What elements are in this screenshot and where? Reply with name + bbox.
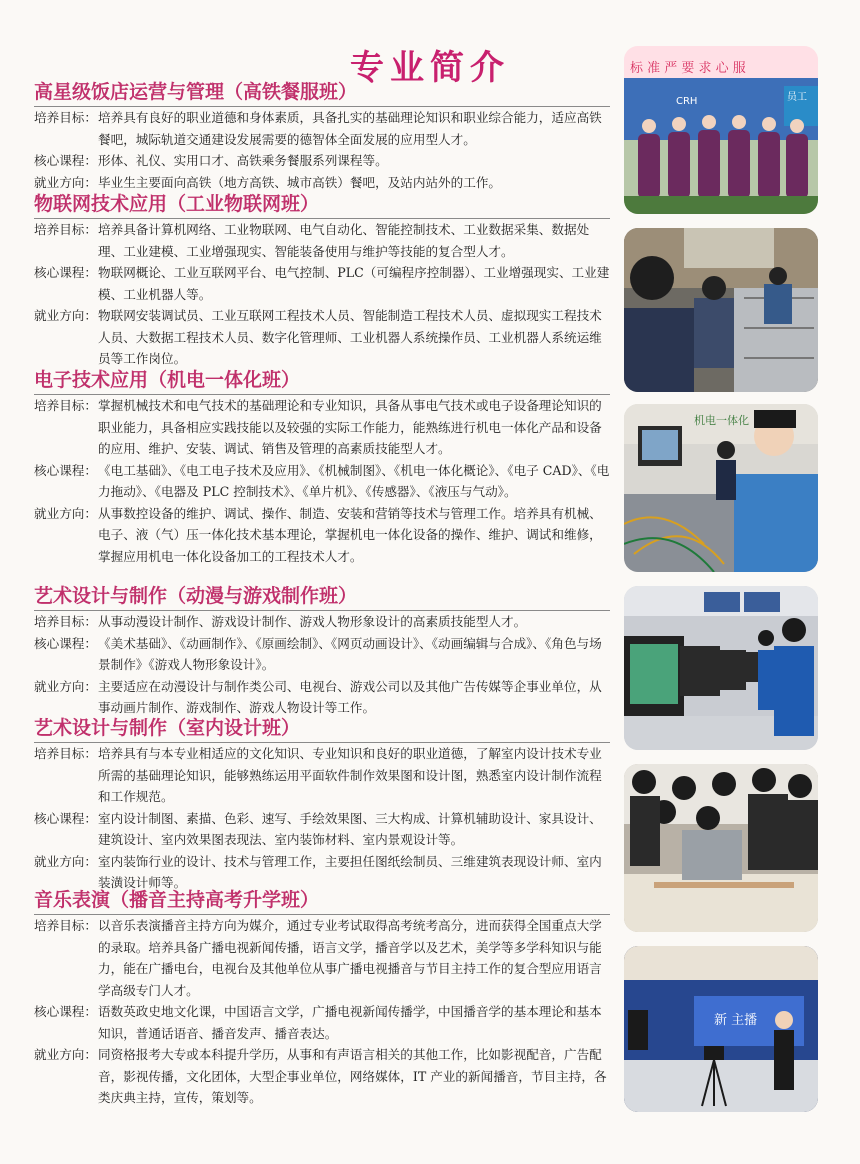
goal-label: 培养目标： bbox=[34, 746, 97, 761]
job-text: 毕业生主要面向高铁（地方高铁、城市高铁）餐吧，及站内站外的工作。 bbox=[98, 174, 501, 190]
course-label: 核心课程： bbox=[34, 462, 97, 478]
goal-text: 培养具有与本专业相适应的文化知识、专业知识和良好的职业道德，了解室内设计技术专业所需的基础理论知识，能够熟练运用平面软件制作效果图和设计图，熟悉室内设计制作流程和工作规范。 bbox=[98, 746, 602, 804]
section-title: 电子技术应用（机电一体化班） bbox=[34, 366, 610, 395]
course-label: 核心课程： bbox=[34, 810, 97, 826]
job-label: 就业方向： bbox=[34, 308, 97, 323]
goal-label: 培养目标： bbox=[34, 398, 97, 413]
job-label: 就业方向： bbox=[34, 505, 97, 521]
program-section bbox=[34, 582, 610, 714]
course-label: 核心课程： bbox=[34, 265, 97, 280]
section-title: 艺术设计与制作（室内设计班） bbox=[34, 714, 610, 743]
photo-broadcast-studio bbox=[624, 946, 818, 1112]
job-text: 主要适应在动漫设计与制作类公司、电视台、游戏公司以及其他广告传媒等企事业单位，从事动画片制作、游戏制作、游戏人物设计等工作。 bbox=[98, 678, 602, 715]
page-title: 专业简介 bbox=[350, 48, 510, 88]
section-title: 物联网技术应用（工业物联网班） bbox=[34, 190, 610, 219]
board-text: 机电一体化 bbox=[694, 414, 749, 427]
section-title: 高星级饭店运营与管理（高铁餐服班） bbox=[34, 78, 610, 107]
course-text: 物联网概论、工业互联网平台、电气控制、PLC（可编程序控制器）、工业增强现实、工业建模、工业机器人等。 bbox=[98, 265, 610, 302]
program-section bbox=[34, 366, 610, 582]
goal-text: 培养具备计算机网络、工业物联网、电气自动化、智能控制技术、工业数据采集、数据处理、工业建模、工业增强现实、智能装备使用与维护等技能的复合型人才。 bbox=[98, 222, 590, 259]
course-text: 《美术基础》、《动画制作》、《原画绘制》、《网页动画设计》、《动画编辑与合成》、《角色与场景制作》《游戏人物形象设计》。 bbox=[98, 635, 602, 672]
goal-label: 培养目标： bbox=[34, 110, 97, 125]
banner-text: 标 准 严 要 求 心 服 bbox=[630, 61, 746, 76]
course-text: 《电工基础》、《电工电子技术及应用》、《机械制图》、《机电一体化概论》、《电子 CAD》、《电力拖动》、《电器及 PLC 控制技术》、《单片机》、《传感器》、《液压与气动》。 bbox=[98, 462, 610, 499]
job-text: 同资格报考大专或本科提升学历，从事和有声语言相关的其他工作，比如影视配音，广告配音，影视传播，文化团体，大型企事业单位，网络媒体，IT 产业的新闻播音，节目主持，各类庆典主持，宣传，策划等。 bbox=[98, 1047, 607, 1105]
photo-iot-illustration bbox=[624, 228, 818, 392]
photo-animation-illustration bbox=[624, 586, 818, 750]
section-title: 艺术设计与制作（动漫与游戏制作班） bbox=[34, 582, 610, 611]
photo-mechatronics-lab bbox=[624, 404, 818, 572]
photo-broadcast-illustration bbox=[624, 946, 818, 1112]
goal-label: 培养目标： bbox=[34, 222, 97, 237]
program-list bbox=[34, 78, 610, 1104]
goal-text: 掌握机械技术和电气技术的基础理论和专业知识，具备从事电气技术或电子设备理论知识的职业能力，具备相应实践技能以及较强的实际工作能力，能熟练进行机电一体化产品和设备的应用、维护、安装、调试、销售及管理的高素质技能型人才。 bbox=[98, 398, 602, 456]
photo-interior-design bbox=[624, 764, 818, 932]
photo-hotel-illustration bbox=[624, 46, 818, 214]
photo-animation-lab bbox=[624, 586, 818, 750]
goal-text: 培养具有良好的职业道德和身体素质，具备扎实的基础理论知识和职业综合能力，适应高铁餐吧，城际轨道交通建设发展需要的德智体全面发展的应用型人才。 bbox=[98, 110, 602, 147]
job-label: 就业方向： bbox=[34, 678, 97, 694]
goal-text: 从事动漫设计制作、游戏设计制作、游戏人物形象设计的高素质技能型人才。 bbox=[98, 614, 527, 629]
program-section bbox=[34, 190, 610, 366]
course-label: 核心课程： bbox=[34, 1004, 97, 1019]
program-section bbox=[34, 714, 610, 890]
course-label: 核心课程： bbox=[34, 153, 97, 168]
crh-logo-text: CRH bbox=[676, 96, 698, 107]
photo-mechatronics-illustration bbox=[624, 404, 818, 572]
goal-label: 培养目标： bbox=[34, 614, 97, 629]
program-section bbox=[34, 78, 610, 190]
course-text: 室内设计制图、素描、色彩、速写、手绘效果图、三大构成、计算机辅助设计、家具设计、建筑设计、室内效果图表现法、室内装饰材料、室内景观设计等。 bbox=[98, 810, 602, 847]
program-section bbox=[34, 886, 610, 1104]
section-title: 音乐表演（播音主持高考升学班） bbox=[34, 886, 610, 915]
course-label: 核心课程： bbox=[34, 635, 97, 651]
course-text: 语数英政史地文化课，中国语言文学，广播电视新闻传播学，中国播音学的基本理论和基本知识，普通话语音、播音发声、播音表达。 bbox=[98, 1004, 602, 1041]
course-text: 形体、礼仪、实用口才、高铁乘务餐服系列课程等。 bbox=[98, 153, 388, 168]
goal-text: 以音乐表演播音主持方向为媒介，通过专业考试取得高考统考高分，进而获得全国重点大学的录取。培养具备广播电视新闻传播，语言文学，播音学以及艺术，美学等多学科知识与能力，能在广播电台，电视台及其他单位从事广播电视播音与节目主持工作的复合型应用语言学高级专门人才。 bbox=[98, 918, 602, 998]
side-sign-text: 员工 bbox=[787, 92, 807, 103]
job-text: 从事数控设备的维护、调试、操作、制造、安装和营销等技术与管理工作。培养具有机械、电子、液（气）压一体化技术基本理论，掌握机电一体化设备的操作、维护、调试和维修，掌握应用机电一体化设备加工的工程技术人才。 bbox=[98, 505, 602, 564]
job-label: 就业方向： bbox=[34, 853, 97, 869]
screen-text: 新 主播 bbox=[714, 1013, 758, 1028]
photo-iot-lab bbox=[624, 228, 818, 392]
photo-interior-illustration bbox=[624, 764, 818, 932]
job-text: 物联网安装调试员、工业互联网工程技术人员、智能制造工程技术人员、虚拟现实工程技术人员、大数据工程技术人员、数字化管理师、工业机器人系统操作员、工业机器人系统运维员等工作岗位。 bbox=[98, 308, 602, 366]
job-text: 室内装饰行业的设计、技术与管理工作，主要担任图纸绘制员、三维建筑表现设计师、室内装潢设计师等。 bbox=[98, 853, 602, 890]
job-label: 就业方向： bbox=[34, 1047, 97, 1062]
photo-hotel-service-class bbox=[624, 46, 818, 214]
goal-label: 培养目标： bbox=[34, 918, 97, 933]
job-label: 就业方向： bbox=[34, 174, 97, 190]
